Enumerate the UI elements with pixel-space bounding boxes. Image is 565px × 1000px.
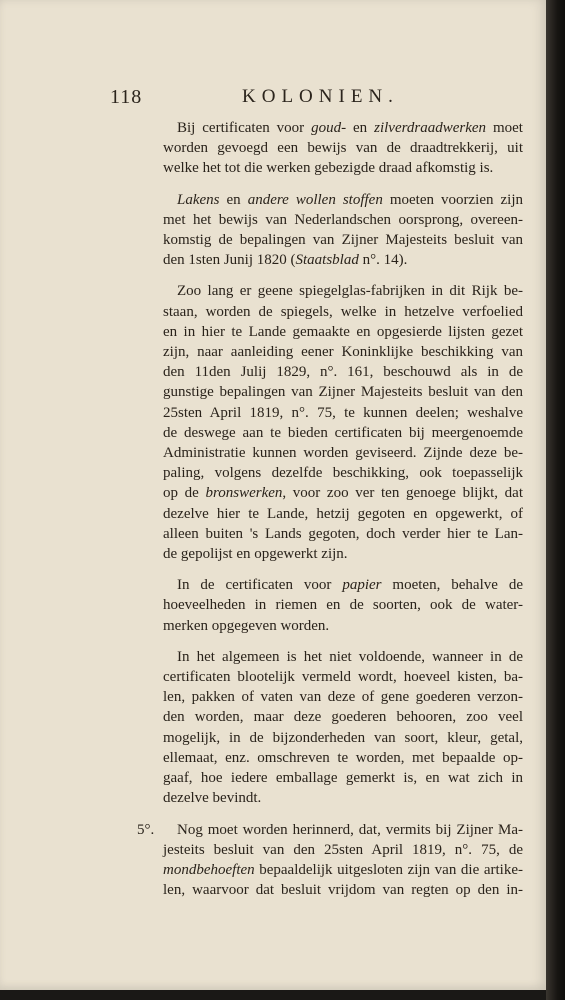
text-segment: moeten voorzien zijn <box>382 191 523 208</box>
text-line <box>163 504 523 524</box>
text-segment: gunstige bepalingen van Zijner Majesteits besluit van den <box>163 384 523 401</box>
text-line <box>163 230 523 250</box>
text-line <box>163 190 523 210</box>
text-line <box>163 158 523 178</box>
text-line <box>163 707 523 727</box>
text-line <box>163 595 523 615</box>
text-segment: bronswerken <box>205 485 283 502</box>
text-segment: goud- <box>311 120 347 136</box>
text-line <box>163 880 523 900</box>
text-segment: den 1sten Junij 1820 ( <box>163 252 296 269</box>
text-line <box>163 647 523 667</box>
text-segment: andere wollen stoffen <box>247 191 383 208</box>
text-segment: Staatsblad <box>295 252 359 269</box>
paragraph <box>163 575 523 636</box>
text-line <box>163 281 523 301</box>
text-segment: bepaaldelijk uitgesloten zijn van die artike- <box>254 861 523 878</box>
text-line <box>163 667 523 687</box>
text-segment: ellemaat, enz. omschreven te worden, met bepaalde op- <box>163 749 523 766</box>
text-segment: Zoo lang er geene spiegelglas-fabrijken in dit Rijk be- <box>177 283 523 300</box>
text-segment: certificaten blootelijk vermeld wordt, hoeveel kisten, ba- <box>163 669 523 686</box>
text-segment: hoeveelheden in riemen en de soorten, ook de water- <box>163 597 523 614</box>
text-line <box>163 840 523 860</box>
paragraph <box>163 118 523 179</box>
text-segment: staan, worden de spiegels, welke in hetzelve verfoelied <box>163 303 523 320</box>
text-segment: de gepolijst en opgewerkt zijn. <box>163 546 348 563</box>
text-line <box>163 302 523 322</box>
text-segment: alleen buiten 's Lands gegoten, doch verder hier te Lan- <box>163 525 523 542</box>
text-line <box>163 463 523 483</box>
page-header <box>110 86 520 110</box>
text-segment: en <box>219 191 248 208</box>
text-segment: , voor zoo ver ten genoege blijkt, dat <box>282 485 523 502</box>
text-line <box>163 362 523 382</box>
text-segment: Bij certificaten voor <box>177 120 312 136</box>
text-segment: Administratie kunnen worden geviseerd. Zijnde deze be- <box>163 445 523 462</box>
text-segment: gaaf, hoe iedere emballage gemerkt is, en wat zich in <box>163 770 523 787</box>
text-segment: en <box>346 120 375 136</box>
text-line <box>163 768 523 788</box>
text-segment: komstig de bepalingen van Zijner Majesteits besluit van <box>163 232 523 249</box>
text-segment: Nog moet worden herinnerd, dat, vermits bij Zijner Ma- <box>177 821 523 838</box>
text-line <box>137 820 523 840</box>
text-line <box>163 423 523 443</box>
item-number: 5°. <box>137 821 155 838</box>
text-line <box>163 342 523 362</box>
text-line <box>163 118 523 138</box>
text-line <box>163 544 523 564</box>
paragraph <box>163 281 523 564</box>
text-segment: en in hier te Lande gemaakte en opgesierde lijsten gezet <box>163 323 523 340</box>
text-segment: jesteits besluit van den 25sten April 1819, n°. 75, de <box>163 841 523 858</box>
page-bottom-edge <box>0 990 546 1000</box>
text-segment: met het bewijs van Nederlandschen oorsprong, overeen- <box>163 211 523 228</box>
text-segment: merken opgegeven worden. <box>163 617 330 634</box>
text-segment: Lakens <box>177 191 220 208</box>
text-segment: zijn, naar aanleiding eener Koninklijke beschikking van <box>163 344 523 361</box>
text-segment: len, pakken of vaten van deze of gene goederen verzon- <box>163 689 523 706</box>
text-segment: den worden, maar deze goederen behooren, zoo veel <box>163 709 523 726</box>
text-segment: len, waarvoor dat besluit vrijdom van regten op den in- <box>163 882 523 899</box>
paragraph <box>163 190 523 271</box>
text-line <box>163 138 523 158</box>
text-segment: 25sten April 1819, n°. 75, te kunnen deelen; weshalve <box>163 404 523 421</box>
text-segment: In de certificaten voor <box>177 577 343 594</box>
text-line <box>163 748 523 768</box>
running-title: KOLONIEN. <box>242 86 399 107</box>
text-segment: paling, volgens dezelfde beschikking, ook toepasselijk <box>163 465 523 482</box>
text-segment: welke het tot die werken gebezigde draad afkomstig is. <box>163 160 494 177</box>
page-number: 118 <box>110 86 143 108</box>
paragraph <box>137 820 523 901</box>
text-segment: zilverdraadwerken <box>374 120 487 136</box>
text-line <box>163 483 523 503</box>
text-line <box>163 524 523 544</box>
text-segment: worden gevoegd een bewijs van de draadtrekkerij, uit <box>163 140 523 157</box>
text-segment: In het algemeen is het niet voldoende, wanneer in de <box>177 648 523 665</box>
text-segment: mogelijk, in de bijzonderheden van soort, kleur, getal, <box>163 729 523 746</box>
text-line <box>163 616 523 636</box>
text-segment: n°. 14). <box>358 252 408 269</box>
text-segment: dezelve hier te Lande, hetzij gegoten en opgewerkt, of <box>163 505 523 522</box>
body-text <box>137 118 523 900</box>
text-segment: moet <box>486 120 523 136</box>
text-line <box>163 382 523 402</box>
text-line <box>163 403 523 423</box>
text-line <box>163 728 523 748</box>
text-line <box>163 443 523 463</box>
text-segment: mondbehoeften <box>163 861 255 878</box>
paragraph <box>163 647 523 809</box>
text-segment: den 11den Julij 1829, n°. 161, beschouwd als in de <box>163 364 523 381</box>
text-line <box>163 788 523 808</box>
text-line <box>163 322 523 342</box>
text-line <box>163 250 523 270</box>
text-segment: moeten, behalve de <box>381 577 523 594</box>
text-segment: papier <box>342 577 382 594</box>
text-line <box>163 687 523 707</box>
text-segment: de deswege aan te bieden certificaten bij meergenoemde <box>163 424 523 441</box>
book-spine <box>546 0 565 1000</box>
text-line <box>163 575 523 595</box>
text-line <box>163 210 523 230</box>
text-line <box>163 860 523 880</box>
text-segment: dezelve bevindt. <box>163 790 262 807</box>
text-segment: op de <box>163 485 206 502</box>
